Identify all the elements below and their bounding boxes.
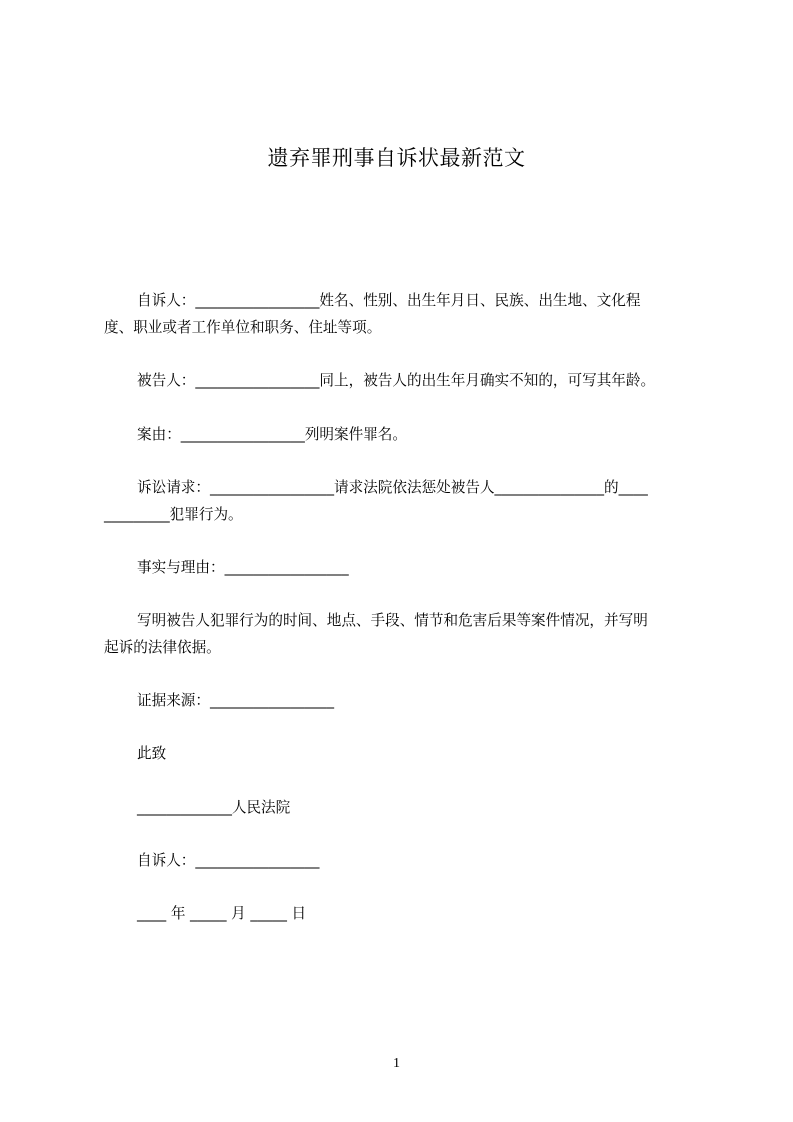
facts-and-reasons-line: 事实与理由：_________________ [137,559,349,576]
document-title: 遗弃罪刑事自诉状最新范文 [267,146,526,170]
court-addressee-line: _____________人民法院 [137,799,291,816]
signature-line: 自诉人：_________________ [137,852,320,869]
closing-salutation: 此致 [137,745,167,762]
plaintiff-info-line-1: 自诉人：_________________姓名、性别、出生年月日、民族、出生地、文化程 [137,292,641,309]
evidence-source-line: 证据来源：_________________ [137,692,335,709]
claim-line-2: _________犯罪行为。 [104,506,243,523]
plaintiff-info-line-2: 度、职业或者工作单位和职务、住址等项。 [104,319,382,336]
case-cause-line: 案由：_________________列明案件罪名。 [137,426,407,443]
facts-description-line-1: 写明被告人犯罪行为的时间、地点、手段、情节和危害后果等案件情况，并写明 [137,612,648,629]
defendant-info-line: 被告人：_________________同上，被告人的出生年月确实不知的，可写其年龄。 [137,372,656,389]
page-number: 1 [393,1056,400,1071]
date-line: ____ 年 _____ 月 _____ 日 [137,905,307,922]
claim-line-1: 诉讼请求：_________________请求法院依法惩处被告人_______________的____ [137,479,648,496]
facts-description-line-2: 起诉的法律依据。 [104,639,221,656]
